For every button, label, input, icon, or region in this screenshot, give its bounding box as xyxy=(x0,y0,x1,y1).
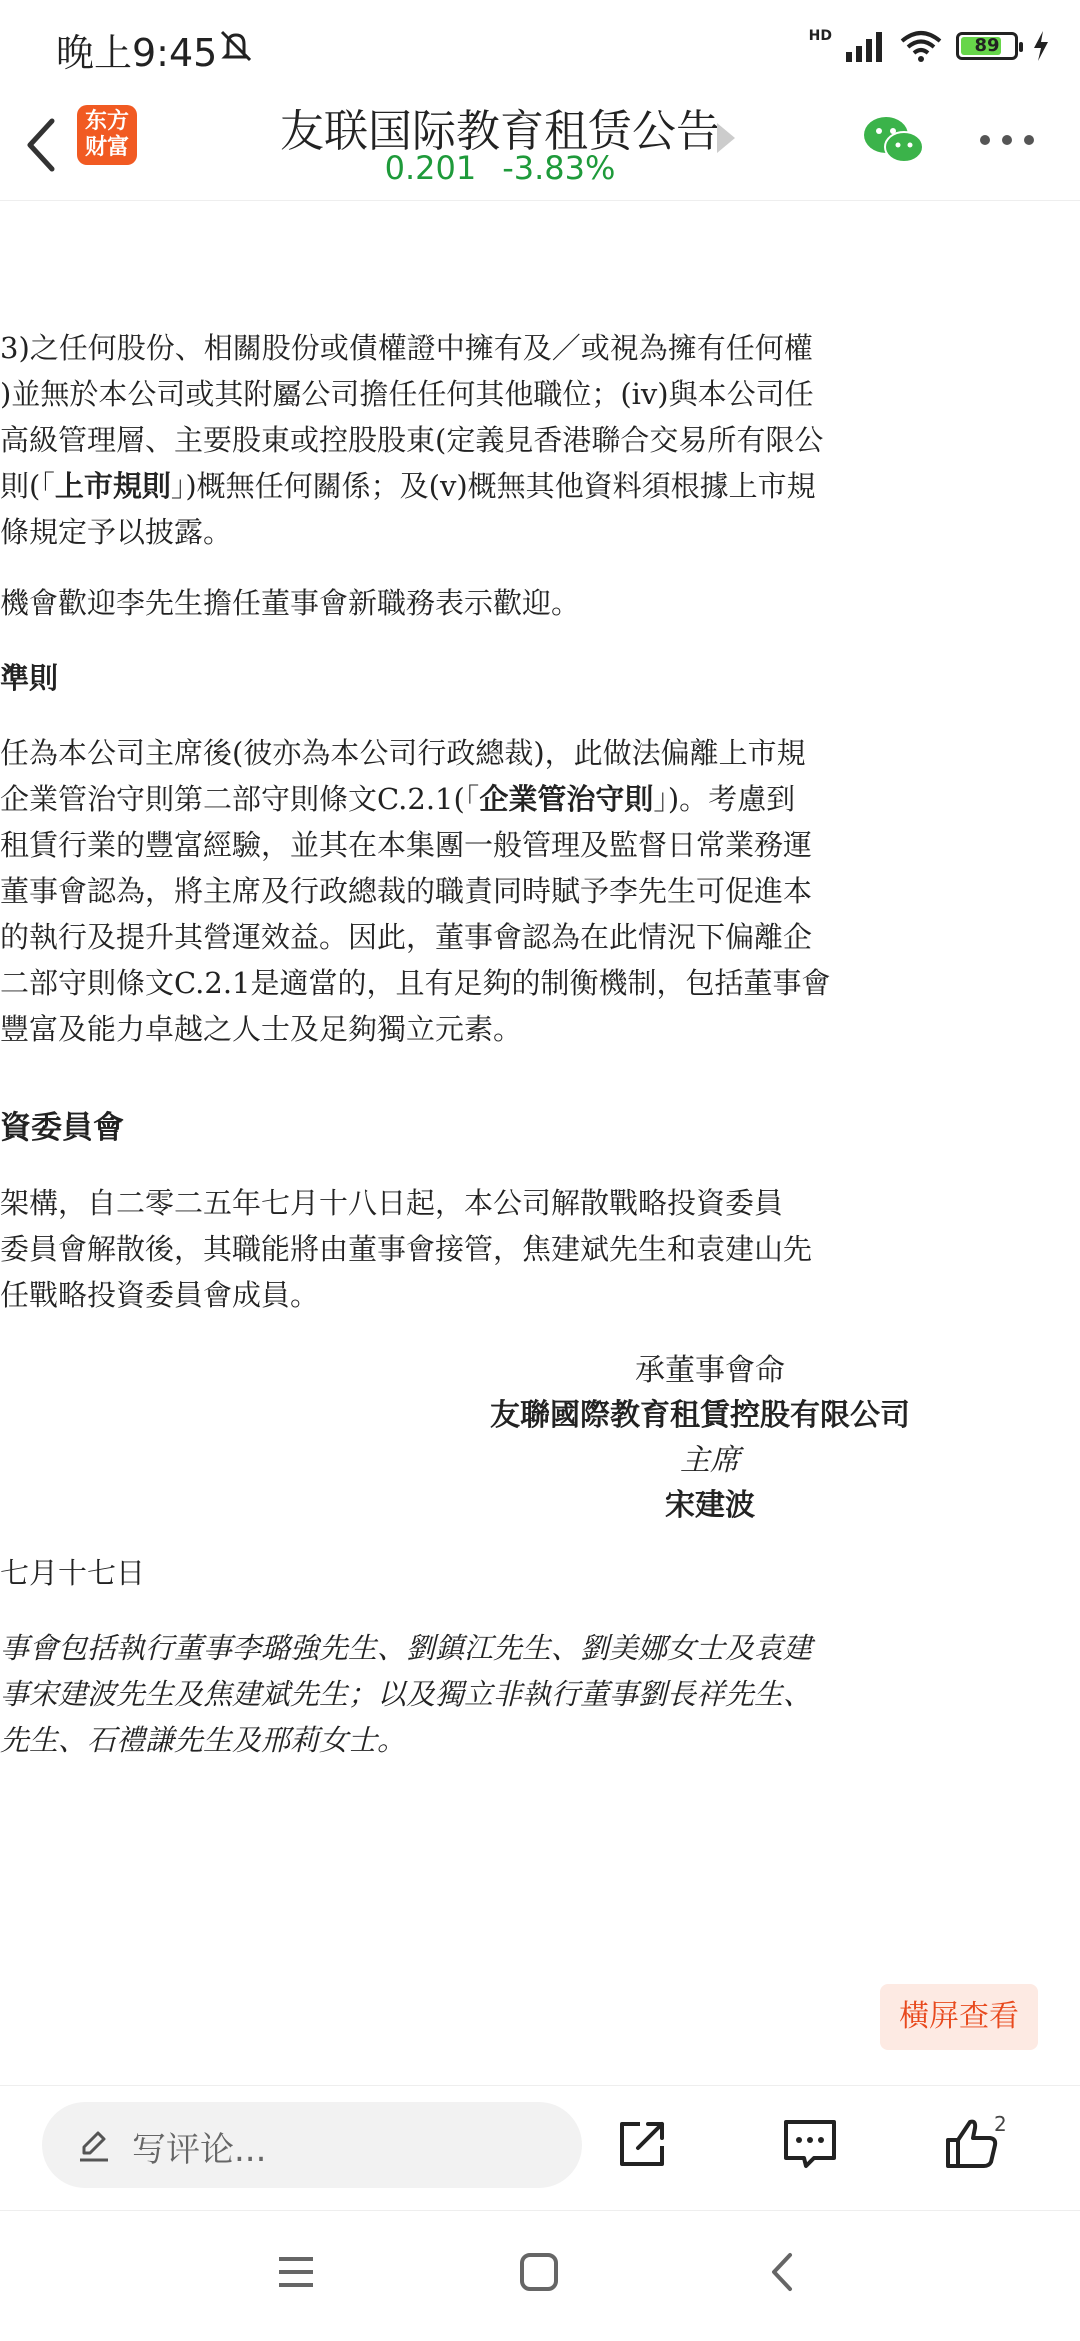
comment-placeholder: 写评论... xyxy=(132,2130,267,2170)
section-heading-cg-code: 準則 xyxy=(0,661,59,695)
system-navigation-bar xyxy=(0,2210,1080,2341)
announcement-document xyxy=(0,200,1080,2080)
comments-icon[interactable] xyxy=(780,2114,840,2174)
battery-icon xyxy=(956,32,1018,60)
share-icon[interactable] xyxy=(612,2114,672,2174)
battery-level: 89 xyxy=(974,35,1000,56)
app-logo: 东方 财富 xyxy=(77,105,137,165)
menu-icon[interactable] xyxy=(275,2251,317,2293)
comment-input[interactable] xyxy=(42,2102,582,2188)
stock-change: -3.83% xyxy=(502,149,616,187)
paragraph-committee-dissolution: 架構，自二零二五年七月十八日起，本公司解散戰略投資委員 委員會解散後，其職能將由董事會接管，焦建斌先生和袁建山先 任戰略投資委員會成員。 xyxy=(0,1186,813,1312)
mute-icon xyxy=(216,26,256,66)
paragraph-board-composition: 事會包括執行董事李璐強先生、劉鎮江先生、劉美娜女士及袁建 事宋建波先生及焦建斌先生；以及獨立非執行董事劉長祥先生、 先生、石禮謙先生及邢莉女士。 xyxy=(0,1631,813,1757)
status-time: 晚上9:45 xyxy=(56,31,218,75)
home-icon[interactable] xyxy=(518,2251,560,2293)
pencil-icon xyxy=(76,2127,112,2163)
wechat-share-icon[interactable] xyxy=(862,113,926,169)
paragraph-welcome: 機會歡迎李先生擔任董事會新職務表示歡迎。 xyxy=(0,586,581,620)
signature-company: 友聯國際教育租賃控股有限公司 xyxy=(490,1398,910,1433)
like-icon[interactable] xyxy=(942,2114,1002,2174)
more-options-icon[interactable] xyxy=(980,135,1034,149)
section-heading-committee: 資委員會 xyxy=(0,1110,124,1146)
hd-indicator: HD xyxy=(808,28,832,44)
charging-icon xyxy=(1032,31,1050,61)
announcement-date: 七月十七日 xyxy=(0,1556,146,1590)
back-arrow-icon[interactable] xyxy=(22,113,62,177)
signature-order: 承董事會命 xyxy=(635,1353,785,1388)
like-count: 2 xyxy=(994,2112,1007,2136)
landscape-view-button[interactable]: 橫屏查看 xyxy=(880,1984,1038,2050)
status-bar xyxy=(0,0,1080,95)
paragraph-director-info: 3)之任何股份、相關股份或債權證中擁有及／或視為擁有任何權 )並無於本公司或其附屬公司擔任任何其他職位；(iv)與本公司任 高級管理層、主要股東或控股股東(定義見香港聯合交易所有限公 則(「上市規則」)概無任何關係；及(v)概無其他資料須根據上市規 條規定予以披露。 xyxy=(0,331,824,549)
back-icon[interactable] xyxy=(762,2251,804,2293)
bottom-action-bar xyxy=(0,2085,1080,2211)
paragraph-cg-deviation: 任為本公司主席後(彼亦為本公司行政總裁)，此做法偏離上市規 企業管治守則第二部守則條文C.2.1(「企業管治守則」)。考慮到 租賃行業的豐富經驗，並其在本集團一般管理及監督日常業務運 董事會認為，將主席及行政總裁的職責同時賦予李先生可促進本 的執行及提升其營運效益。因此，董事會認為在此情況下偏離企 二部守則條文C.2.1是適當的，且有足夠的制衡機制，包括董事會 豐富及能力卓越之人士及足夠獨立元素。 xyxy=(0,736,831,1046)
signature-name: 宋建波 xyxy=(665,1488,755,1523)
signal-icon xyxy=(846,30,886,62)
signature-role: 主席 xyxy=(680,1443,740,1478)
wifi-icon xyxy=(900,30,942,62)
app-header xyxy=(0,95,1080,201)
stock-price: 0.201 xyxy=(384,149,477,187)
page-title: 友联国际教育租赁公告 xyxy=(280,106,720,157)
stock-quote[interactable] xyxy=(180,149,820,187)
play-icon[interactable] xyxy=(717,123,735,153)
